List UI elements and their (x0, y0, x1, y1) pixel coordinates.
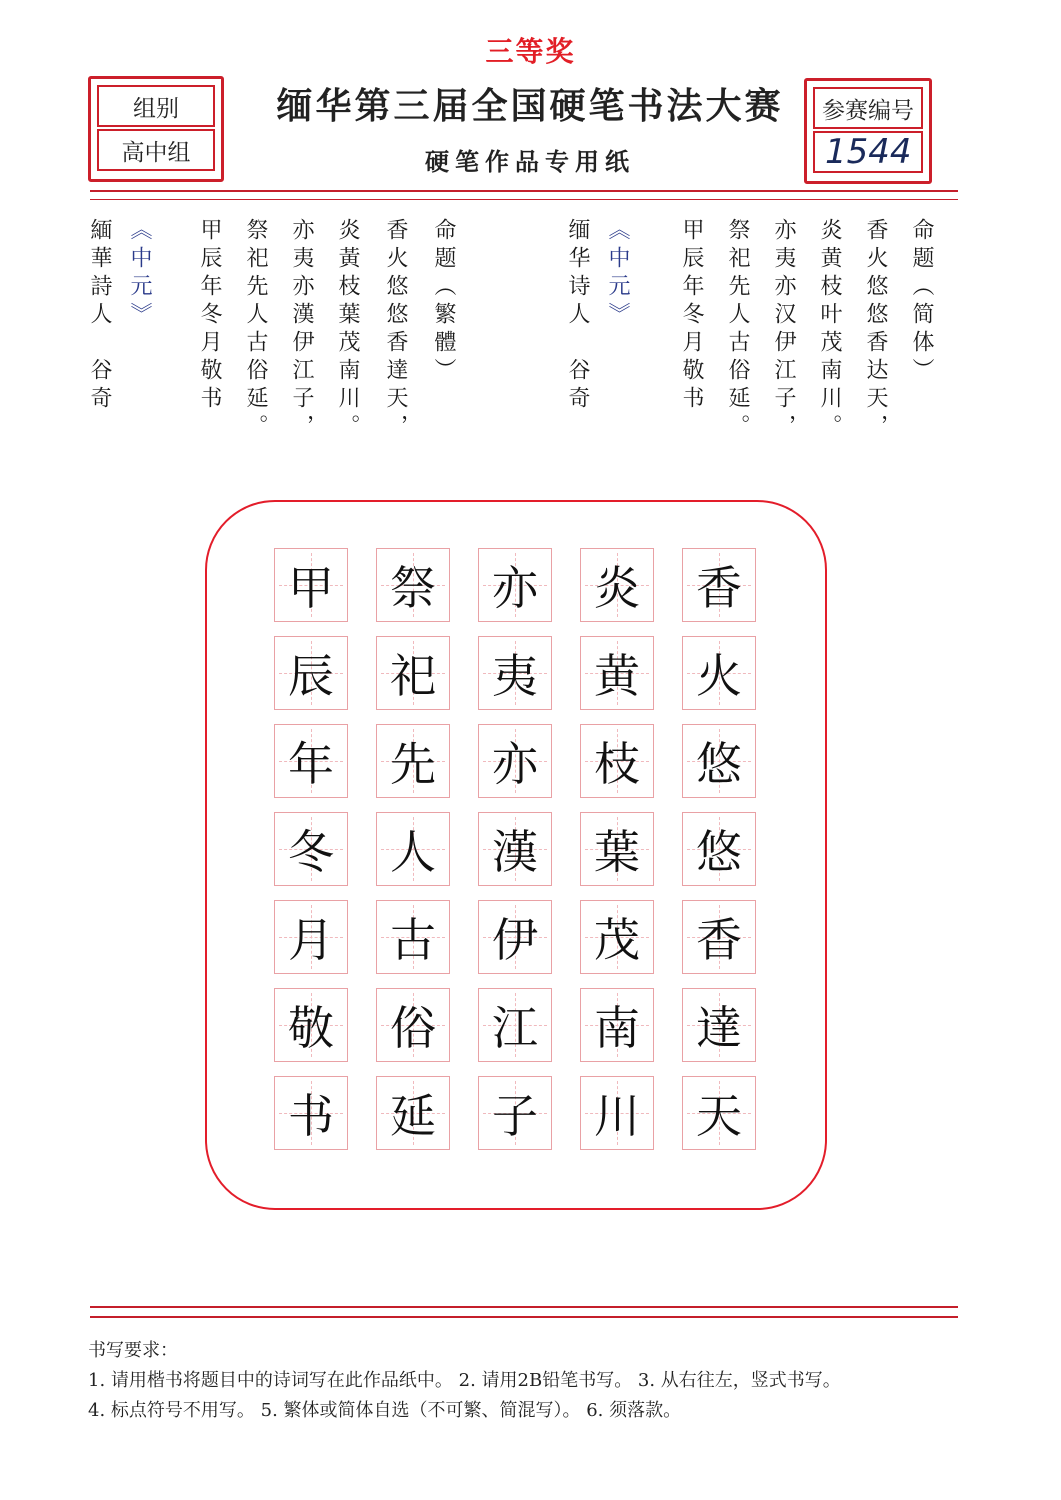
grid-cell (376, 812, 450, 886)
header-rule-bottom (90, 199, 958, 200)
entry-label: 参赛编号 (813, 87, 923, 129)
calligraphy-character: 天 (696, 1089, 742, 1143)
calligraphy-character: 川 (594, 1089, 640, 1143)
footer-rule-bottom (90, 1316, 958, 1318)
grid-cell (580, 812, 654, 886)
group-box (88, 76, 224, 182)
header-rule-top (90, 190, 958, 192)
calligraphy-character: 人 (390, 825, 436, 879)
grid-cell (580, 548, 654, 622)
calligraphy-character: 夷 (492, 649, 538, 703)
entry-number-box (804, 78, 932, 184)
calligraphy-character: 悠 (696, 737, 742, 791)
grid-cell (376, 548, 450, 622)
grid-cell (376, 636, 450, 710)
prompt-column: 甲辰年冬月敬书 (197, 218, 222, 414)
contest-title: 缅华第三届全国硬笔书法大赛 (276, 85, 784, 127)
calligraphy-character: 祀 (390, 649, 436, 703)
grid-cell (376, 1076, 450, 1150)
calligraphy-character: 香 (696, 561, 742, 615)
grid-cell (682, 636, 756, 710)
grid-cell (376, 988, 450, 1062)
prompt-column: 香火悠悠香达天， (863, 218, 888, 442)
entry-value: 1544 (813, 131, 923, 173)
grid-cell (376, 900, 450, 974)
grid-cell (682, 900, 756, 974)
grid-cell (580, 1076, 654, 1150)
prompt-column: 祭祀先人古俗延。 (725, 218, 750, 442)
prompt-column: 《中元》 (127, 218, 152, 330)
prompt-column: 命题（简体） (909, 218, 934, 386)
prompt-column: 甲辰年冬月敬书 (679, 218, 704, 414)
prompt-column: 祭祀先人古俗延。 (243, 218, 268, 442)
calligraphy-character: 悠 (696, 825, 742, 879)
calligraphy-character: 南 (594, 1001, 640, 1055)
grid-cell (682, 1076, 756, 1150)
requirements-heading: 书写要求： (88, 1340, 178, 1361)
requirements-line-1: 1. 请用楷书将题目中的诗词写在此作品纸中。 2. 请用2B铅笔书写。 3. 从右往左，竖式书写。 (88, 1370, 841, 1391)
calligraphy-character: 书 (288, 1089, 334, 1143)
calligraphy-character: 延 (390, 1089, 436, 1143)
grid-cell (274, 812, 348, 886)
grid-cell (478, 900, 552, 974)
prompt-column: 炎黄枝叶茂南川。 (817, 218, 842, 442)
grid-cell (274, 988, 348, 1062)
grid-cell (682, 724, 756, 798)
grid-cell (274, 1076, 348, 1150)
prompt-column: 《中元》 (605, 218, 630, 330)
calligraphy-character: 冬 (288, 825, 334, 879)
calligraphy-character: 先 (390, 737, 436, 791)
calligraphy-character: 江 (492, 1001, 538, 1055)
prompt-column: 緬華詩人 谷奇 (87, 218, 112, 414)
grid-cell (682, 812, 756, 886)
grid-cell (274, 900, 348, 974)
calligraphy-character: 子 (492, 1089, 538, 1143)
calligraphy-character: 敬 (288, 1001, 334, 1055)
requirements-line-2: 4. 标点符号不用写。 5. 繁体或简体自选（不可繁、简混写）。 6. 须落款。 (88, 1400, 682, 1421)
grid-cell (580, 900, 654, 974)
calligraphy-character: 黄 (594, 649, 640, 703)
grid-cell (274, 724, 348, 798)
grid-cell (478, 812, 552, 886)
calligraphy-character: 伊 (492, 913, 538, 967)
calligraphy-character: 甲 (288, 561, 334, 615)
grid-cell (580, 988, 654, 1062)
calligraphy-character: 火 (696, 649, 742, 703)
grid-cell (580, 724, 654, 798)
grid-cell (478, 724, 552, 798)
award-label: 三等奖 (485, 35, 576, 68)
paper-subtitle: 硬笔作品专用纸 (425, 147, 635, 176)
prompt-column: 炎黃枝葉茂南川。 (335, 218, 360, 442)
prompt-column: 亦夷亦漢伊江子， (289, 218, 314, 442)
grid-cell (274, 548, 348, 622)
group-label: 组别 (97, 85, 215, 127)
calligraphy-character: 炎 (594, 561, 640, 615)
prompt-column: 命题（繁體） (431, 218, 456, 386)
calligraphy-character: 茂 (594, 913, 640, 967)
grid-cell (376, 724, 450, 798)
calligraphy-character: 葉 (594, 825, 640, 879)
calligraphy-character: 枝 (594, 737, 640, 791)
footer-rule-top (90, 1306, 958, 1308)
calligraphy-character: 漢 (492, 825, 538, 879)
grid-cell (274, 636, 348, 710)
grid-cell (478, 1076, 552, 1150)
calligraphy-character: 月 (288, 913, 334, 967)
prompt-column: 香火悠悠香達天， (383, 218, 408, 442)
calligraphy-character: 香 (696, 913, 742, 967)
calligraphy-character: 年 (288, 737, 334, 791)
calligraphy-character: 亦 (492, 737, 538, 791)
grid-cell (478, 548, 552, 622)
group-value: 高中组 (97, 129, 215, 171)
calligraphy-character: 俗 (390, 1001, 436, 1055)
grid-cell (478, 636, 552, 710)
calligraphy-character: 古 (390, 913, 436, 967)
grid-cell (682, 988, 756, 1062)
prompt-column: 亦夷亦汉伊江子， (771, 218, 796, 442)
calligraphy-character: 達 (696, 1001, 742, 1055)
calligraphy-character: 祭 (390, 561, 436, 615)
grid-cell (580, 636, 654, 710)
grid-cell (682, 548, 756, 622)
calligraphy-character: 亦 (492, 561, 538, 615)
grid-cell (478, 988, 552, 1062)
calligraphy-character: 辰 (288, 649, 334, 703)
prompt-column: 缅华诗人 谷奇 (565, 218, 590, 414)
